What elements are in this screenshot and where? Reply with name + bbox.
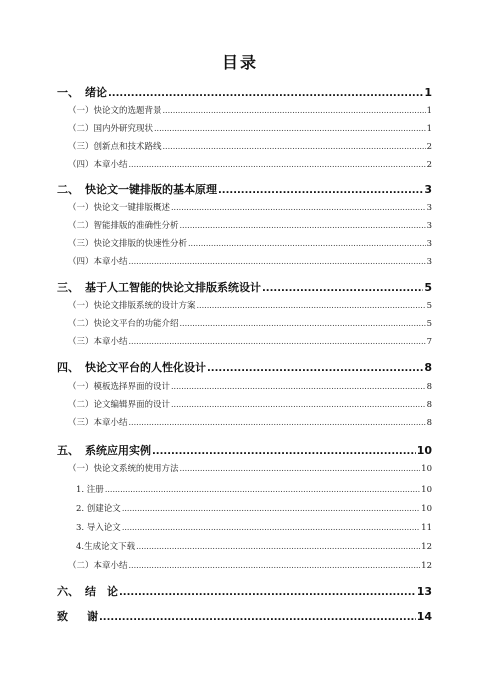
toc-leader-dots xyxy=(105,485,420,494)
toc-entry-label: 1. 注册 xyxy=(76,485,104,495)
toc-entry[interactable] xyxy=(68,104,432,116)
toc-page-number: 3 xyxy=(426,239,432,249)
toc-page-number: 3 xyxy=(426,203,432,213)
toc-entry[interactable] xyxy=(68,122,432,134)
toc-entry-number: 二、 xyxy=(57,183,79,196)
toc-leader-dots xyxy=(129,257,426,266)
toc-entry[interactable] xyxy=(57,359,432,375)
toc-page-number: 2 xyxy=(426,142,432,152)
toc-leader-dots xyxy=(171,400,426,409)
toc-entry-label: 2. 创建论文 xyxy=(76,504,121,514)
toc-entry-label: 快论文一键排版的基本原理 xyxy=(85,183,217,196)
toc-entry[interactable] xyxy=(76,521,432,533)
toc-entry-label: （一）快论文的选题背景 xyxy=(68,106,162,116)
toc-leader-dots xyxy=(108,88,423,99)
toc-entry-label: （二）快论文平台的功能介绍 xyxy=(68,319,179,329)
toc-entry[interactable] xyxy=(68,416,432,428)
toc-leader-dots xyxy=(180,464,421,473)
toc-leader-dots xyxy=(197,301,426,310)
toc-entry-label: （三）本章小结 xyxy=(68,418,128,428)
toc-entry-label: 4.生成论文下载 xyxy=(76,542,136,552)
toc-entry-number: 五、 xyxy=(57,444,79,457)
toc-entry[interactable] xyxy=(68,140,432,152)
toc-entry[interactable] xyxy=(68,158,432,170)
toc-page-number: 5 xyxy=(424,281,432,294)
toc-page-number: 14 xyxy=(416,610,432,623)
toc-entry-label: 谢 xyxy=(87,610,98,623)
toc-entry-number: 四、 xyxy=(57,361,79,374)
toc-entry-number: 一、 xyxy=(57,86,79,99)
toc-entry-label: （二）智能排版的准确性分析 xyxy=(68,221,179,231)
toc-page-number: 12 xyxy=(421,542,432,552)
toc-entry[interactable] xyxy=(68,317,432,329)
toc-entry[interactable] xyxy=(76,540,432,552)
toc-leader-dots xyxy=(99,612,416,623)
toc-leader-dots xyxy=(129,337,426,346)
toc-entry[interactable] xyxy=(68,335,432,347)
toc-leader-dots xyxy=(180,319,426,328)
toc-entry[interactable] xyxy=(68,398,432,410)
toc-entry-label: （二）论文编辑界面的设计 xyxy=(68,400,171,410)
toc-entry-label: （二）国内外研究现状 xyxy=(68,124,154,134)
toc-entry[interactable] xyxy=(68,255,432,267)
toc-leader-dots xyxy=(129,561,421,570)
toc-page-number: 3 xyxy=(424,183,432,196)
toc-page-number: 10 xyxy=(416,444,432,457)
toc-entry-label: 系统应用实例 xyxy=(85,444,151,457)
toc-entry[interactable] xyxy=(57,442,432,458)
toc-leader-dots xyxy=(152,446,416,457)
toc-entry[interactable] xyxy=(57,181,432,197)
toc-entry[interactable] xyxy=(68,299,432,311)
toc-leader-dots xyxy=(218,185,423,196)
toc-leader-dots xyxy=(154,124,426,133)
toc-entry[interactable] xyxy=(68,201,432,213)
toc-page-number: 3 xyxy=(426,257,432,267)
toc-entry[interactable] xyxy=(57,583,432,599)
toc-leader-dots xyxy=(171,382,426,391)
toc-entry-label: （四）本章小结 xyxy=(68,257,128,267)
page-title: 目录 xyxy=(221,53,258,72)
toc-page-number: 8 xyxy=(426,382,432,392)
toc-page-number: 7 xyxy=(426,337,432,347)
toc-leader-dots xyxy=(180,221,426,230)
toc-leader-dots xyxy=(119,587,416,598)
toc-entry[interactable] xyxy=(68,559,432,571)
toc-page-number: 5 xyxy=(426,301,432,311)
toc-page-number: 13 xyxy=(416,585,432,598)
toc-page-number: 10 xyxy=(421,504,432,514)
toc-leader-dots xyxy=(171,203,426,212)
toc-entry[interactable] xyxy=(57,608,432,624)
toc-entry-label: （一）模板选择界面的设计 xyxy=(68,382,171,392)
toc-entry-label: （四）本章小结 xyxy=(68,160,128,170)
toc-page-number: 3 xyxy=(426,221,432,231)
toc-page-number: 8 xyxy=(426,400,432,410)
toc-entry[interactable] xyxy=(57,84,432,100)
toc-entry-label: （三）本章小结 xyxy=(68,337,128,347)
toc-entry-label: （一）快论文系统的使用方法 xyxy=(68,464,179,474)
toc-entry-label: （一）快论文排版系统的设计方案 xyxy=(68,301,196,311)
toc-leader-dots xyxy=(188,239,426,248)
toc-entry[interactable] xyxy=(68,237,432,249)
toc-entry-label: 快论文平台的人性化设计 xyxy=(85,361,206,374)
toc-leader-dots xyxy=(122,504,420,513)
toc-page-number: 1 xyxy=(426,106,432,116)
toc-entry-number: 致 xyxy=(57,610,68,623)
toc-page-number: 1 xyxy=(426,124,432,134)
toc-entry[interactable] xyxy=(57,279,432,295)
toc-entry-label: 3. 导入论文 xyxy=(76,523,121,533)
toc-leader-dots xyxy=(136,542,420,551)
toc-page-number: 10 xyxy=(421,485,432,495)
toc-page-number: 12 xyxy=(421,561,432,571)
toc-entry-number: 六、 xyxy=(57,585,79,598)
toc-leader-dots xyxy=(129,418,426,427)
toc-page-number: 11 xyxy=(421,523,432,533)
toc-page-number: 8 xyxy=(426,418,432,428)
toc-leader-dots xyxy=(122,523,420,532)
toc-page-number: 1 xyxy=(424,86,432,99)
toc-entry[interactable] xyxy=(68,219,432,231)
toc-entry-label: （一）快论文一键排版概述 xyxy=(68,203,171,213)
toc-page-number: 5 xyxy=(426,319,432,329)
toc-page-number: 2 xyxy=(426,160,432,170)
toc-page-number: 8 xyxy=(424,361,432,374)
toc-entry-label: 绪论 xyxy=(85,86,107,99)
toc-leader-dots xyxy=(129,160,426,169)
toc-entry-number: 三、 xyxy=(57,281,79,294)
toc-entry-label: 基于人工智能的快论文排版系统设计 xyxy=(85,281,261,294)
toc-entry[interactable] xyxy=(76,483,432,495)
toc-leader-dots xyxy=(163,142,426,151)
toc-entry-label: （三）快论文排版的快速性分析 xyxy=(68,239,188,249)
toc-entry-label: 结 论 xyxy=(85,585,118,598)
toc-page-number: 10 xyxy=(421,464,432,474)
toc-entry[interactable] xyxy=(68,380,432,392)
toc-entry[interactable] xyxy=(68,462,432,474)
toc-entry-label: （二）本章小结 xyxy=(68,561,128,571)
toc-entry[interactable] xyxy=(76,502,432,514)
toc-entry-label: （三）创新点和技术路线 xyxy=(68,142,162,152)
toc-leader-dots xyxy=(163,106,426,115)
toc-leader-dots xyxy=(207,363,423,374)
toc-leader-dots xyxy=(262,283,423,294)
